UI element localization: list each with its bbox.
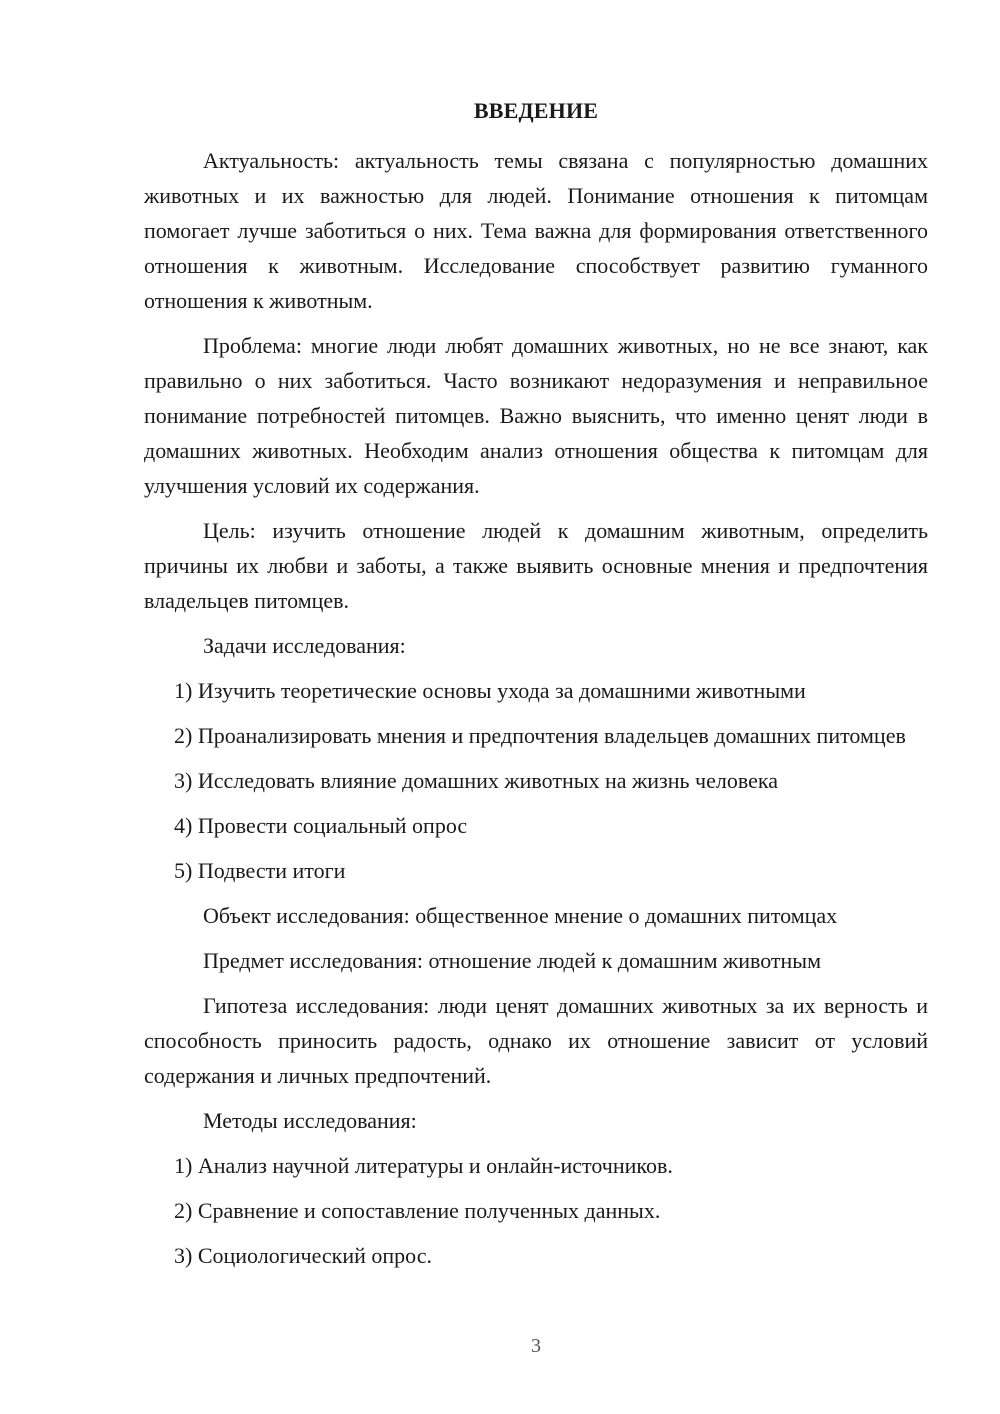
goal-paragraph: Цель: изучить отношение людей к домашним животным, определить причины их любви и заботы, а также выявить основные мнения и предпочтения владельцев питомцев. [144,518,928,613]
relevance-paragraph: Актуальность: актуальность темы связана с популярностью домашних животных и их важностью для людей. Понимание отношения к питомцам помогает лучше заботиться о них. Тема важна для формирования ответственного отношения к животным. Исследование способствует развитию гуманного отношения к животным. [144,148,928,313]
task-item-3: 3) Исследовать влияние домашних животных на жизнь человека [174,768,778,793]
task-item-4: 4) Провести социальный опрос [174,813,468,838]
hypothesis-paragraph: Гипотеза исследования: люди ценят домашних животных за их верность и способность приносить радость, однако их отношение зависит от условий содержания и личных предпочтений. [144,993,928,1088]
subject-paragraph: Предмет исследования: отношение людей к домашним животным [203,948,822,973]
method-item-3: 3) Социологический опрос. [174,1243,432,1268]
page-number: 3 [531,1335,541,1357]
task-item-1: 1) Изучить теоретические основы ухода за домашними животными [174,678,806,703]
document-body [144,143,928,1283]
method-item-1: 1) Анализ научной литературы и онлайн-источников. [174,1153,673,1178]
problem-paragraph: Проблема: многие люди любят домашних животных, но не все знают, как правильно о них заботиться. Часто возникают недоразумения и неправильное понимание потребностей питомцев. Важно выяснить, что именно ценят люди в домашних животных. Необходим анализ отношения общества к питомцам для улучшения условий их содержания. [144,333,928,498]
tasks-title: Задачи исследования: [203,633,406,658]
section-heading: ВВЕДЕНИЕ [473,98,599,123]
object-paragraph: Объект исследования: общественное мнение о домашних питомцах [203,903,838,928]
task-item-5: 5) Подвести итоги [174,858,346,883]
task-item-2: 2) Проанализировать мнения и предпочтения владельцев домашних питомцев [174,723,906,748]
method-item-2: 2) Сравнение и сопоставление полученных данных. [174,1198,661,1223]
methods-title: Методы исследования: [203,1108,417,1133]
